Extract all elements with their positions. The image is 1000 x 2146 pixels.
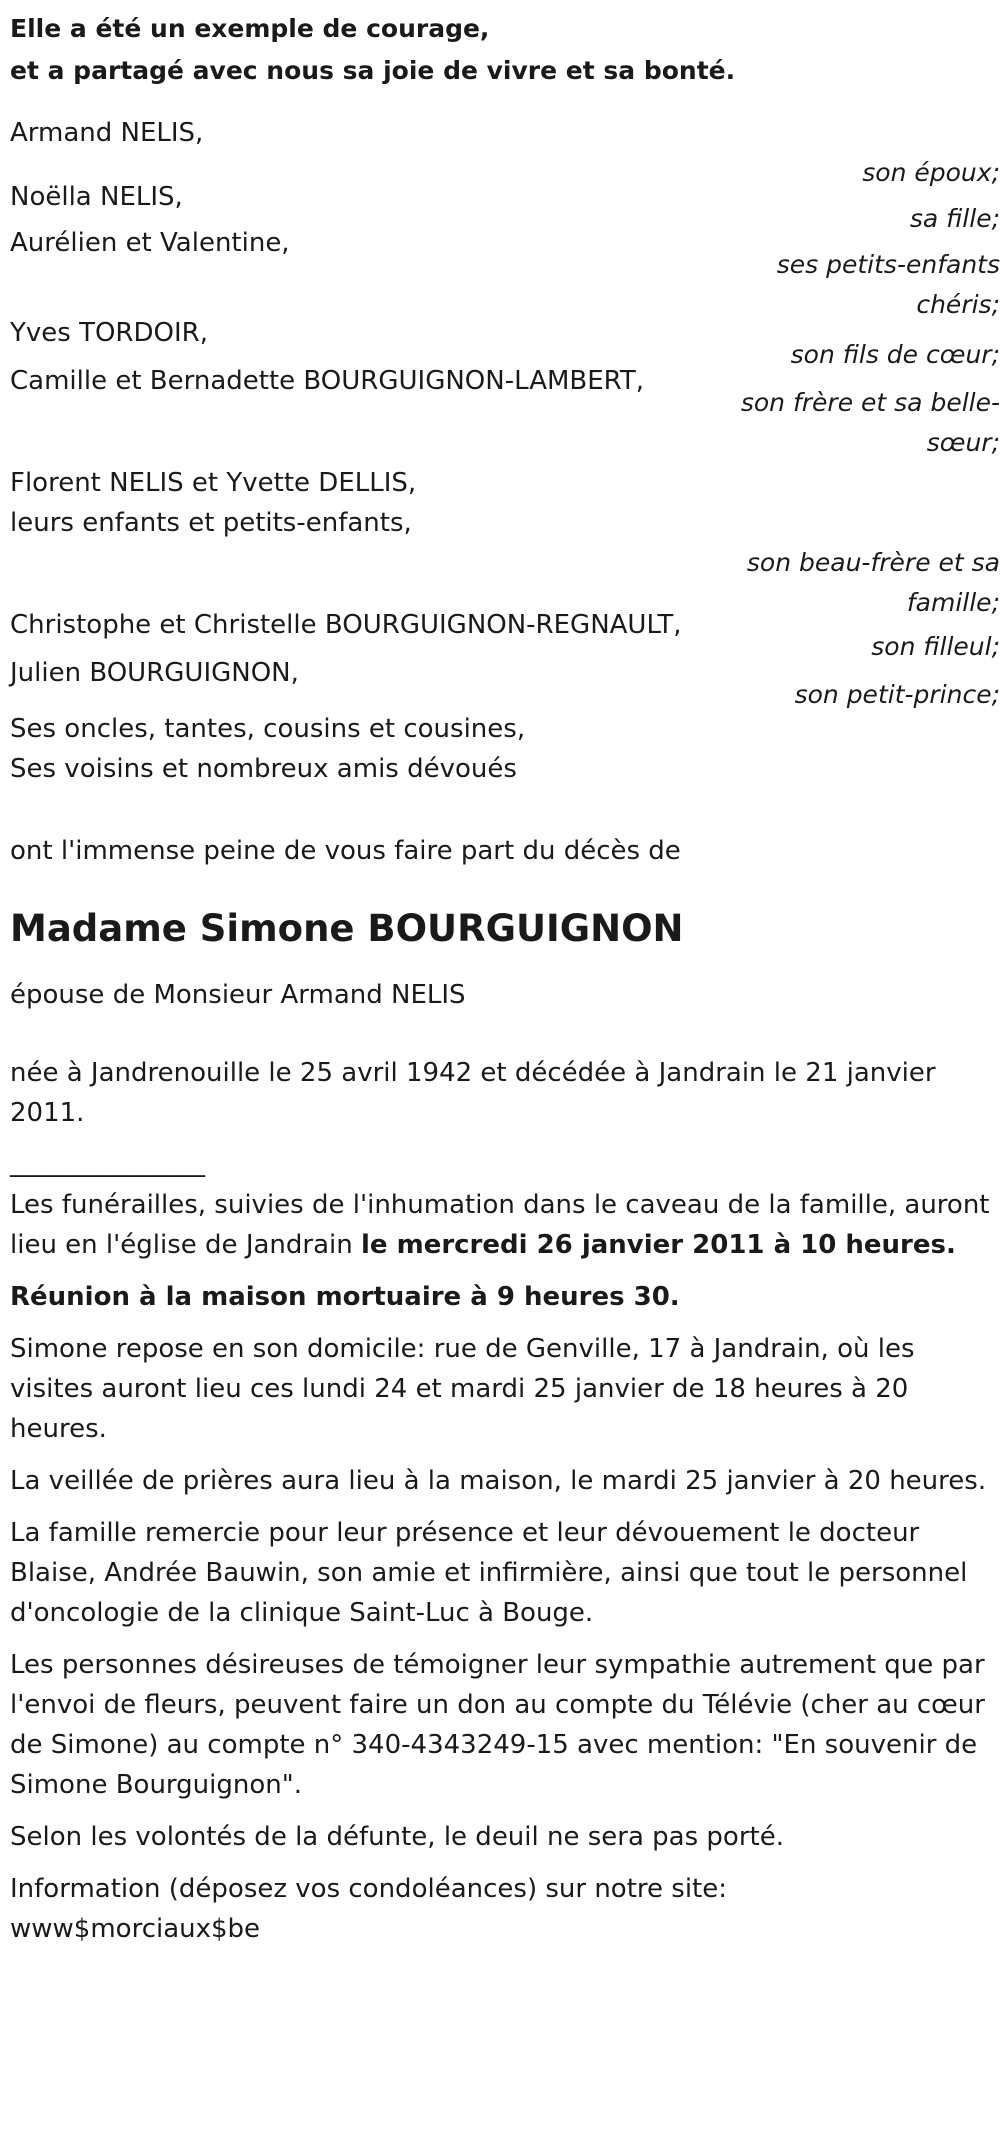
family-entry — [10, 653, 1000, 715]
website-link: www$morciaux$be — [10, 1914, 261, 1944]
family-relation: son beau-frère et sa famille; — [746, 548, 1000, 617]
motto — [10, 0, 1000, 92]
divider: _______________ — [10, 1148, 205, 1178]
family-relation: ses petits-enfants chéris; — [776, 250, 1000, 319]
mourning-info: Selon les volontés de la défunte, le deuil ne sera pas porté. — [10, 1822, 784, 1852]
gathering-text: Réunion à la maison mortuaire à 9 heures 30. — [10, 1282, 680, 1312]
deceased-name: Madame Simone BOURGUIGNON — [10, 907, 684, 950]
extended-family-line: Ses oncles, tantes, cousins et cousines, — [10, 714, 526, 744]
family-name: Florent NELIS et Yvette DELLIS, — [10, 468, 417, 498]
donation-info: Les personnes désireuses de témoigner leur sympathie autrement que par l'envoi de fleurs, peuvent faire un don au compte du Télévie (cher au cœur de Simone) au compte n° 340-4343249-15 avec mention: "En souvenir de Simone Bourguignon". — [10, 1650, 985, 1800]
family-relation: son époux; — [862, 158, 1000, 187]
family-relation: son petit-prince; — [794, 680, 1000, 709]
family-entry — [10, 361, 1000, 463]
visits-info: Simone repose en son domicile: rue de Genville, 17 à Jandrain, où les visites auront lieu ces lundi 24 et mardi 25 janvier de 18 heures à 20 heures. — [10, 1334, 915, 1444]
family-name: Yves TORDOIR, — [10, 318, 208, 348]
family-relation: son frère et sa belle-sœur; — [740, 388, 1000, 457]
family-relation: sa fille; — [909, 204, 1000, 233]
family-name: Aurélien et Valentine, — [10, 228, 290, 258]
family-name-secondary: leurs enfants et petits-enfants, — [10, 508, 412, 538]
extended-family-line: Ses voisins et nombreux amis dévoués — [10, 754, 517, 784]
family-list — [10, 113, 1000, 789]
family-entry — [10, 463, 1000, 623]
website-label: Information (déposez vos condoléances) sur notre site: — [10, 1874, 728, 1904]
spouse-line: épouse de Monsieur Armand NELIS — [10, 980, 466, 1010]
website-info — [10, 1869, 990, 1949]
announcement: ont l'immense peine de vous faire part du décès de — [10, 836, 681, 866]
motto-line-1: Elle a été un exemple de courage, — [10, 14, 490, 43]
family-relation: son filleul; — [871, 632, 1000, 661]
family-name: Armand NELIS, — [10, 118, 204, 148]
family-name: Christophe et Christelle BOURGUIGNON-REGNAULT, — [10, 610, 682, 640]
extended-family — [10, 709, 1000, 789]
funeral-info — [10, 1185, 990, 1265]
thanks-info: La famille remercie pour leur présence et leur dévouement le docteur Blaise, Andrée Bauwin, son amie et infirmière, ainsi que tout le personnel d'oncologie de la clinique Saint-Luc à Bouge. — [10, 1518, 968, 1628]
family-name: Noëlla NELIS, — [10, 182, 183, 212]
gathering-info — [10, 1277, 990, 1317]
funeral-date: le mercredi 26 janvier 2011 à 10 heures. — [361, 1230, 956, 1260]
birth-death-dates: née à Jandrenouille le 25 avril 1942 et décédée à Jandrain le 21 janvier 2011. — [10, 1058, 936, 1128]
family-relation: son fils de cœur; — [790, 340, 1000, 369]
family-name: Camille et Bernadette BOURGUIGNON-LAMBERT, — [10, 366, 644, 396]
vigil-info: La veillée de prières aura lieu à la maison, le mardi 25 janvier à 20 heures. — [10, 1466, 987, 1496]
motto-line-2: et a partagé avec nous sa joie de vivre et sa bonté. — [10, 56, 736, 85]
funeral-text: Les funérailles, suivies de l'inhumation dans le caveau de la famille, auront lieu en l'église de Jandrain — [10, 1190, 990, 1260]
family-name: Julien BOURGUIGNON, — [10, 658, 299, 688]
family-entry — [10, 223, 1000, 325]
